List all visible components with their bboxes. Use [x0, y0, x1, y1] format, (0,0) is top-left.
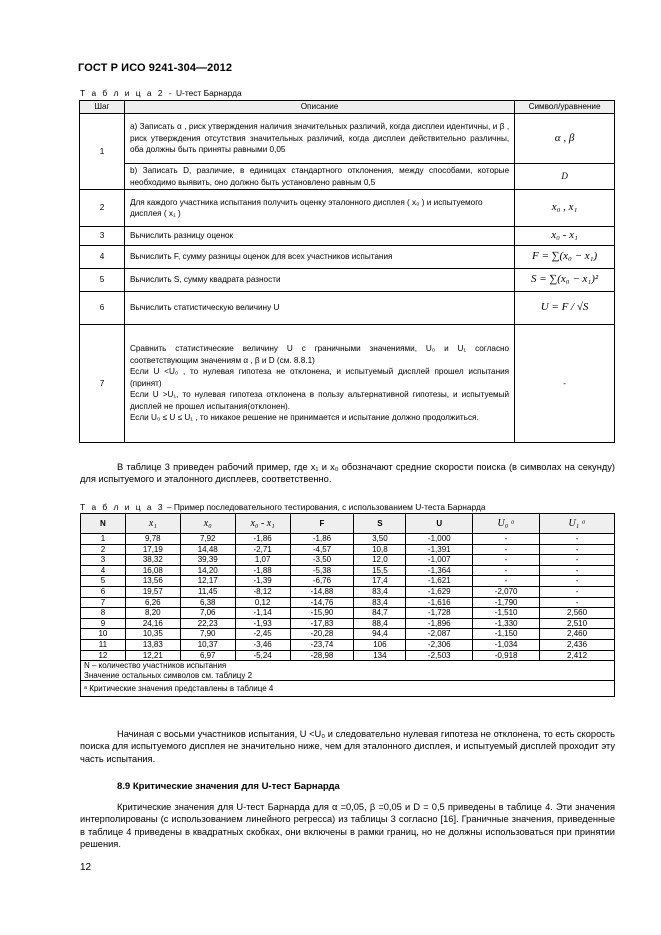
description-line: Если U >U₁, то нулевая гипотеза отклонена в пользу альтернативной гипотезы, и испытуемый дисплей не прошел испытания(отклонен). [129, 390, 510, 411]
symbol-cell: F = ∑(x₀ − x₁) [515, 246, 615, 269]
table-cell: -15,90 [290, 608, 354, 619]
table3-caption-text: – Пример последовательного тестирования, с использованием U-теста Барнарда [166, 502, 486, 512]
table-cell: 2,436 [540, 639, 615, 650]
table-cell: 106 [354, 639, 406, 650]
table-cell: 15,5 [354, 565, 406, 576]
table-cell: -1,007 [406, 555, 473, 566]
table-cell: -1,86 [290, 534, 354, 545]
table-row [81, 608, 615, 619]
table3-notes [81, 661, 615, 681]
table-cell: -5,38 [290, 565, 354, 576]
table-row [81, 534, 615, 545]
table-cell: 2 [81, 544, 126, 555]
table-row [81, 544, 615, 555]
table-cell: -6,76 [290, 576, 354, 587]
table-cell: -20,28 [290, 629, 354, 640]
table-row [80, 114, 615, 164]
table-cell: - [540, 597, 615, 608]
table-cell: 1 [81, 534, 126, 545]
paragraph-3: Критические значения для U-тест Барнарда для α =0,05, β =0,05 и D = 0,5 приведены в таблице 4. Эти значения интерполированы (с использованием линейного регресса) из таблицы 3 согласно [16]. Граничные значения, приведенные в таблице 4 приведены в квадратных скобках, они включены в рамки границ, но не должны использоваться при принятии решения. [80, 802, 615, 850]
section-title: 8.9 Критические значения для U-тест Барнарда [117, 781, 340, 792]
table-cell: 4 [81, 565, 126, 576]
table-cell: - [473, 565, 540, 576]
table-row [80, 292, 615, 325]
table-cell: 14,48 [180, 544, 235, 555]
table-cell: -0,918 [473, 650, 540, 661]
table-cell: 11,45 [180, 586, 235, 597]
table3-caption-prefix: Т а б л и ц а 3 [80, 502, 165, 512]
table-cell: 24,16 [125, 618, 180, 629]
table-row [81, 629, 615, 640]
table-cell: 0,12 [235, 597, 290, 608]
table-cell: -1,621 [406, 576, 473, 587]
col-header-n: N [81, 514, 126, 534]
table-cell: -1,616 [406, 597, 473, 608]
table-cell: - [473, 534, 540, 545]
note-symbols: Значение остальных символов см. таблицу 2 [84, 670, 253, 680]
table-row [80, 227, 615, 246]
table-cell: -1,88 [235, 565, 290, 576]
table-cell: 38,32 [125, 555, 180, 566]
table-cell: 17,19 [125, 544, 180, 555]
table-cell: 84,7 [354, 608, 406, 619]
table-cell: 8 [81, 608, 126, 619]
table-row [81, 639, 615, 650]
table-cell: -1,14 [235, 608, 290, 619]
step-cell: 1 [80, 114, 125, 190]
table-cell: 134 [354, 650, 406, 661]
step-cell: 3 [80, 227, 125, 246]
table-row [81, 576, 615, 587]
symbol-cell: x₀ - x₁ [515, 227, 615, 246]
col-header-u1: U₁ ᵃ [540, 514, 615, 534]
table-cell: 10,37 [180, 639, 235, 650]
table-cell: 7 [81, 597, 126, 608]
col-header-symbol: Символ/уравнение [515, 101, 615, 114]
table-cell: 6,97 [180, 650, 235, 661]
table-cell: 10,35 [125, 629, 180, 640]
description-cell: b) Записать D, различие, в единицах стандартного отклонения, между способами, которые необходимо выявить, оно должно быть установлено равным 0,5 [124, 164, 514, 190]
table-row [81, 650, 615, 661]
table3-body [81, 534, 615, 661]
col-header-f: F [290, 514, 354, 534]
table-cell: 3 [81, 555, 126, 566]
table-cell: -1,391 [406, 544, 473, 555]
note-participants: N – количество участников испытания [84, 661, 227, 671]
step-cell: 4 [80, 246, 125, 269]
table-cell: 22,23 [180, 618, 235, 629]
step-cell: 2 [80, 190, 125, 227]
description-cell: Вычислить статистическую величину U [124, 292, 514, 325]
table-cell: 3,50 [354, 534, 406, 545]
description-cell: Вычислить разницу оценок [124, 227, 514, 246]
table-cell: -14,88 [290, 586, 354, 597]
table-cell: 16,08 [125, 565, 180, 576]
table-cell: 12 [81, 650, 126, 661]
table-cell: -1,896 [406, 618, 473, 629]
table-cell: -28,98 [290, 650, 354, 661]
table-cell: 17,4 [354, 576, 406, 587]
table-cell: -1,364 [406, 565, 473, 576]
table-cell: - [540, 534, 615, 545]
table-cell: 7,92 [180, 534, 235, 545]
table-cell: 12,0 [354, 555, 406, 566]
symbol-cell: D [515, 164, 615, 190]
table-cell: -1,330 [473, 618, 540, 629]
table-cell: 39,39 [180, 555, 235, 566]
table-cell: 7,06 [180, 608, 235, 619]
table-cell: -3,50 [290, 555, 354, 566]
table-cell: - [540, 586, 615, 597]
description-cell: Вычислить F, сумму разницы оценок для всех участников испытания [124, 246, 514, 269]
table3-footnote-row [81, 681, 615, 697]
table-cell: - [473, 555, 540, 566]
col-header-u: U [406, 514, 473, 534]
table-cell: 9 [81, 618, 126, 629]
col-header-description: Описание [124, 101, 514, 114]
table-cell: -1,86 [235, 534, 290, 545]
table-cell: 6,38 [180, 597, 235, 608]
table-cell: -1,150 [473, 629, 540, 640]
page-number: 12 [80, 862, 92, 873]
table-row [81, 565, 615, 576]
table-cell: - [540, 555, 615, 566]
table-cell: 11 [81, 639, 126, 650]
table-cell: 14,20 [180, 565, 235, 576]
table-cell: 13,56 [125, 576, 180, 587]
table-row [80, 246, 615, 269]
table-cell: - [540, 565, 615, 576]
table-cell: -2,087 [406, 629, 473, 640]
table-row [80, 269, 615, 292]
document-header: ГОСТ Р ИСО 9241-304—2012 [78, 62, 233, 74]
table-cell: -4,57 [290, 544, 354, 555]
table-cell: -1,510 [473, 608, 540, 619]
symbol-cell: U = F / √S [515, 292, 615, 325]
table2-caption-text: U-тест Барнарда [175, 88, 242, 98]
step-cell: 6 [80, 292, 125, 325]
description-line: Если U <U₀ , то нулевая гипотеза не отклонена, и испытуемый дисплей прошел испытания (принят) [129, 367, 510, 388]
table-cell: 94,4 [354, 629, 406, 640]
table-cell: 10 [81, 629, 126, 640]
table-cell: -1,93 [235, 618, 290, 629]
table3-header-row [81, 514, 615, 534]
table-cell: -1,790 [473, 597, 540, 608]
description-cell: а) Записать α , риск утверждения наличия значительных различий, когда дисплеи идентичны, и β , риск утверждения отсутствия значительных различий, когда дисплеи действительно различны, оба должны быть приняты равными 0,05 [124, 114, 514, 164]
table-cell: -2,503 [406, 650, 473, 661]
col-header-u0: U₀ ᵃ [473, 514, 540, 534]
table-cell: - [540, 544, 615, 555]
table3-sequential-test [80, 513, 615, 697]
table-cell: 1,07 [235, 555, 290, 566]
table-cell: -2,070 [473, 586, 540, 597]
col-header-x0: x₀ [180, 514, 235, 534]
col-header-x0-minus-x1: x₀ - x₁ [235, 514, 290, 534]
table-cell: 83,4 [354, 597, 406, 608]
table2-caption [80, 88, 242, 98]
table-cell: - [473, 576, 540, 587]
table-cell: -2,71 [235, 544, 290, 555]
table-row [80, 190, 615, 227]
table-cell: 13,83 [125, 639, 180, 650]
table-cell: -1,39 [235, 576, 290, 587]
step-cell: 7 [80, 325, 125, 443]
table-cell: 83,4 [354, 586, 406, 597]
table-row [80, 164, 615, 190]
description-cell [124, 325, 514, 443]
table-cell: -3,46 [235, 639, 290, 650]
table-cell: 12,17 [180, 576, 235, 587]
description-cell: Для каждого участника испытания получить оценку эталонного дисплея ( x₀ ) и испытуемого дисплея ( x₁ ) [124, 190, 514, 227]
table-cell: 2,560 [540, 608, 615, 619]
table-cell: -8,12 [235, 586, 290, 597]
table-cell: -23,74 [290, 639, 354, 650]
table-cell: -14,76 [290, 597, 354, 608]
table-cell: -1,728 [406, 608, 473, 619]
table-row [81, 555, 615, 566]
col-header-x1: x₁ [125, 514, 180, 534]
symbol-cell: α , β [515, 114, 615, 164]
table-cell: 2,460 [540, 629, 615, 640]
table3-footnote: ᵃ Критические значения представлены в таблице 4 [81, 681, 615, 697]
table-cell: 88,4 [354, 618, 406, 629]
table3-note-row [81, 661, 615, 681]
description-line: Сравнить статистические величину U с граничными значениями, U₀ и U₁ согласно соответствующим значениям α , β и D (см. 8.8.1) [129, 344, 510, 365]
col-header-step: Шаг [80, 101, 125, 114]
symbol-cell: x₀ , x₁ [515, 190, 615, 227]
paragraph-2: Начиная с восьми участников испытания, U <U₀ и следовательно нулевая гипотеза не отклонена, то есть скорость поиска для испытуемого дисплея не значительно ниже, чем для эталонного дисплея, и испытуемый дисплей проходит эту часть испытания. [80, 729, 615, 764]
table-cell: 6 [81, 586, 126, 597]
table-cell: -1,034 [473, 639, 540, 650]
table-cell: - [540, 576, 615, 587]
step-cell: 5 [80, 269, 125, 292]
table-cell: -17,83 [290, 618, 354, 629]
table-cell: 5 [81, 576, 126, 587]
table-cell: 2,412 [540, 650, 615, 661]
table-cell: -2,306 [406, 639, 473, 650]
table-cell: 8,20 [125, 608, 180, 619]
table-cell: -1,629 [406, 586, 473, 597]
paragraph-1: В таблице 3 приведен рабочий пример, где x₁ и x₀ обозначают средние скорости поиска (в символах на секунду) для испытуемого и эталонного дисплеев, соответственно. [80, 462, 615, 485]
table-cell: 12,21 [125, 650, 180, 661]
table2-barnard-test [79, 100, 615, 443]
table2-caption-prefix: Т а б л и ц а 2 - [80, 88, 174, 98]
table-row [81, 586, 615, 597]
description-line: Если U₀ ≤ U ≤ U₁ , то никакое решение не принимается и испытание должно продолжиться. [129, 413, 479, 423]
table-row [81, 597, 615, 608]
table2-header-row [80, 101, 615, 114]
table-row [81, 618, 615, 629]
table-cell: 7,90 [180, 629, 235, 640]
table-cell: 10,8 [354, 544, 406, 555]
table-row [80, 325, 615, 443]
table-cell: 6,26 [125, 597, 180, 608]
table-cell: -1,000 [406, 534, 473, 545]
symbol-cell: S = ∑(x₀ − x₁)² [515, 269, 615, 292]
col-header-s: S [354, 514, 406, 534]
table-cell: -5,24 [235, 650, 290, 661]
table-cell: 2,510 [540, 618, 615, 629]
table-cell: 19,57 [125, 586, 180, 597]
symbol-cell: - [515, 325, 615, 443]
table-cell: - [473, 544, 540, 555]
table-cell: 9,78 [125, 534, 180, 545]
description-cell: Вычислить S, сумму квадрата разности [124, 269, 514, 292]
table3-caption [80, 502, 486, 512]
table-cell: -2,45 [235, 629, 290, 640]
